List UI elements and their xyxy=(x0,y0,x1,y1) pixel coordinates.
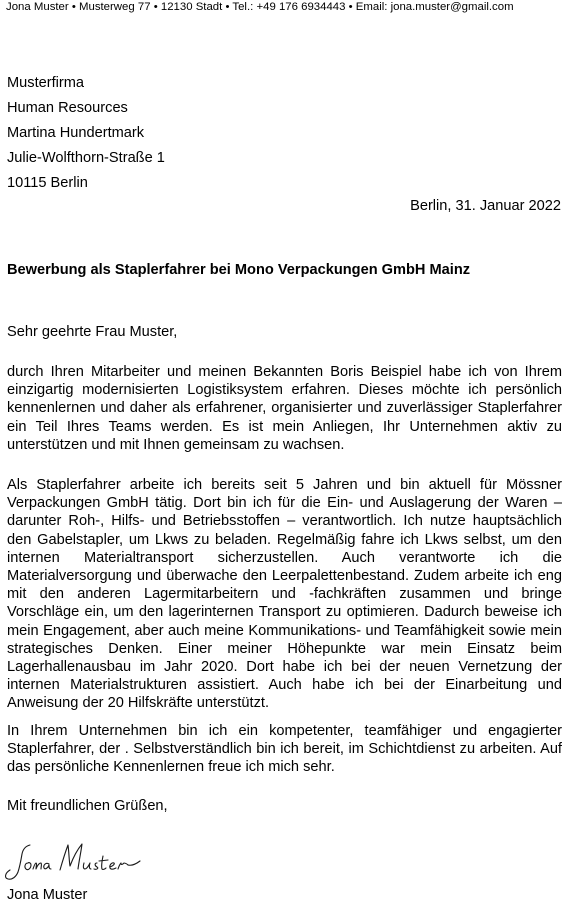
body-paragraph-experience: Als Staplerfahrer arbeite ich bereits seit 5 Jahren und bin aktuell für Mössner Verpackungen GmbH tätig. Dort bin ich für die Ein- und Auslagerung der Waren – darunter Roh-, Hilfs- und Betriebsstoffen – verantwortlich. Ich nutze hauptsächlich den Gabelstapler, um Lkws zu beladen. Regelmäßig fahre ich Lkws selbst, um den internen Materialtransport sicherzustellen. Auch verantworte ich die Materialversorgung und überwache den Leerpalettenbestand. Zudem arbeite ich eng mit den anderen Lagermitarbeitern und -fachkräften zusammen und bringe Vorschläge ein, um den lagerinternen Transport zu optimieren. Dadurch beweise ich mein Engagement, aber auch meine Kommunikations- und Teamfähigkeit sowie mein strategisches Denken. Einer meiner Höhepunkte war mein Einsatz beim Lagerhallenausbau im Jahr 2020. Dort habe ich bei der neuen Vernetzung der internen Materialstrukturen assistiert. Auch habe ich bei der Einarbeitung und Anweisung der 20 Hilfskräfte unterstützt. xyxy=(7,477,562,712)
signer-name: Jona Muster xyxy=(7,887,88,903)
recipient-department: Human Resources xyxy=(7,100,128,116)
recipient-contact: Martina Hundertmark xyxy=(7,125,145,141)
recipient-city: 10115 Berlin xyxy=(7,175,88,191)
handwritten-signature xyxy=(2,836,144,884)
closing-phrase: Mit freundlichen Grüßen, xyxy=(7,798,168,814)
salutation: Sehr geehrte Frau Muster, xyxy=(7,324,178,340)
recipient-address-block xyxy=(7,71,165,196)
body-paragraph-closing: In Ihrem Unternehmen bin ich ein kompetenter, teamfähiger und engagierter Staplerfahrer, der . Selbstverständlich bin ich bereit, im Schichtdienst zu arbeiten. Auf das persönliche Kennenlernen freue ich mich sehr. xyxy=(7,723,562,776)
letter-subject: Bewerbung als Staplerfahrer bei Mono Verpackungen GmbH Mainz xyxy=(7,262,471,278)
recipient-company: Musterfirma xyxy=(7,75,85,91)
letter-date: Berlin, 31. Januar 2022 xyxy=(410,198,561,214)
sender-address-line: Jona Muster • Musterweg 77 • 12130 Stadt • Tel.: +49 176 6934443 • Email: jona.muster@gmail.com xyxy=(6,1,514,13)
body-paragraph-intro: durch Ihren Mitarbeiter und meinen Bekannten Boris Beispiel habe ich von Ihrem einzigartig modernisierten Logistiksystem erfahren. Dieses möchte ich persönlich kennenlernen und daher als erfahrener, organisierter und zuverlässiger Staplerfahrer ein Teil Ihres Teams werden. Es ist mein Anliegen, Ihr Unternehmen aktiv zu unterstützen und mit Ihnen gemeinsam zu wachsen. xyxy=(7,364,562,453)
recipient-street: Julie-Wolfthorn-Straße 1 xyxy=(7,150,165,166)
